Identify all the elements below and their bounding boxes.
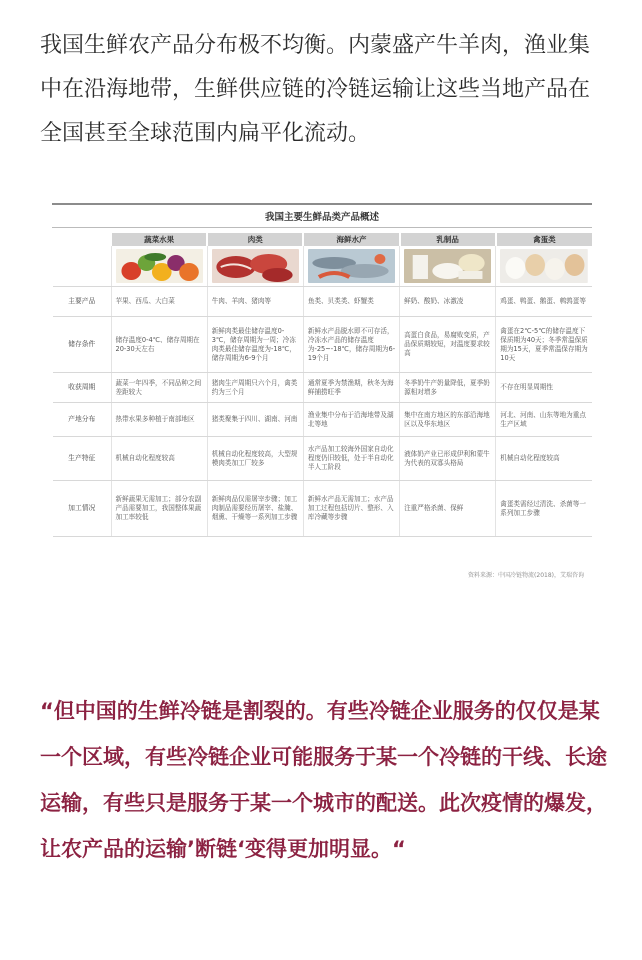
table-corner-cell bbox=[53, 233, 111, 246]
table-cell: 通常夏季为禁渔期，秋冬为海鲜捕捞旺季 bbox=[303, 373, 399, 403]
table-cell: 鸡蛋、鸭蛋、鹅蛋、鹌鹑蛋等 bbox=[496, 287, 592, 317]
table-source-note: 资料来源：中国冷链物流(2018)，艾瑞咨询 bbox=[468, 572, 584, 579]
table-cell: 热带水果多种植于南部地区 bbox=[111, 403, 207, 437]
table-cell: 高蛋白食品，易腐败变质，产品保质期较短，对温度要求较高 bbox=[400, 317, 496, 373]
table-cell: 机械自动化程度较高，大型规模肉类加工厂较多 bbox=[207, 437, 303, 481]
fresh-products-table bbox=[52, 233, 592, 537]
table-cell: 新鲜蔬果无需加工；部分农副产品需要加工，我国整体果蔬加工率较低 bbox=[111, 481, 207, 537]
row-label-harvest: 收获周期 bbox=[53, 373, 111, 403]
dairy-photo bbox=[404, 249, 491, 283]
row-label-origin: 产地分布 bbox=[53, 403, 111, 437]
table-cell: 蔬菜一年四季，不同品种之间差距较大 bbox=[111, 373, 207, 403]
row-label-storage: 储存条件 bbox=[53, 317, 111, 373]
table-photo-row bbox=[53, 246, 592, 287]
row-label-products: 主要产品 bbox=[53, 287, 111, 317]
table-row bbox=[53, 373, 592, 403]
table-cell: 新鲜水产品脱水即不可存活，冷冻水产品的储存温度为-25~-18℃，储存周期为6-19个月 bbox=[303, 317, 399, 373]
table-cell: 牛肉、羊肉、猪肉等 bbox=[207, 287, 303, 317]
table-row bbox=[53, 437, 592, 481]
eggs-photo bbox=[500, 249, 588, 283]
table-header-row bbox=[53, 233, 592, 246]
table-cell: 机械自动化程度较高 bbox=[111, 437, 207, 481]
header-vegetables-fruits: 蔬菜水果 bbox=[111, 233, 207, 246]
table-title: 我国主要生鲜品类产品概述 bbox=[52, 203, 592, 228]
table-cell: 注重严格杀菌、保鲜 bbox=[400, 481, 496, 537]
header-eggs: 禽蛋类 bbox=[496, 233, 592, 246]
header-meat: 肉类 bbox=[207, 233, 303, 246]
meat-photo bbox=[212, 249, 299, 283]
table-cell: 猪类聚集于四川、湖南、河南 bbox=[207, 403, 303, 437]
table-cell: 猪肉生产周期只六个月，禽类约为三个月 bbox=[207, 373, 303, 403]
table-cell: 禽蛋在2℃-5℃的储存温度下保质期为40天；冬季常温保质期为15天，夏季常温保存期为10天 bbox=[496, 317, 592, 373]
table-cell: 新鲜肉类最佳储存温度0-3℃，储存周期为一周；冷冻肉类最佳储存温度为-18℃，储存周期为6-9个月 bbox=[207, 317, 303, 373]
table-cell: 渔业集中分布于沿海地带及湖北等地 bbox=[303, 403, 399, 437]
table-cell: 鱼类、贝类类、虾蟹类 bbox=[303, 287, 399, 317]
table-row bbox=[53, 403, 592, 437]
row-label-production: 生产特征 bbox=[53, 437, 111, 481]
table-cell: 鲜奶、酸奶、冰激凌 bbox=[400, 287, 496, 317]
header-dairy: 乳制品 bbox=[400, 233, 496, 246]
table-cell: 禽蛋类需经过清洗、杀菌等一系列加工步骤 bbox=[496, 481, 592, 537]
seafood-photo bbox=[308, 249, 395, 283]
table-cell: 水产品加工较海外国家自动化程度仍旧较低，处于半自动化半人工阶段 bbox=[303, 437, 399, 481]
table-cell: 机械自动化程度较高 bbox=[496, 437, 592, 481]
table-cell: 新鲜肉品仅需屠宰步骤；加工肉制品需要经历屠宰、盐腌、烟熏、干燥等一系列加工步骤 bbox=[207, 481, 303, 537]
row-label-processing: 加工情况 bbox=[53, 481, 111, 537]
table-cell: 河北、河南、山东等地为重点生产区域 bbox=[496, 403, 592, 437]
table-cell: 新鲜水产品无需加工；水产品加工过程包括切片、整形、入库冷藏等步骤 bbox=[303, 481, 399, 537]
table-cell: 集中在南方地区的东部沿海地区以及华东地区 bbox=[400, 403, 496, 437]
intro-paragraph: 我国生鲜农产品分布极不均衡。内蒙盛产牛羊肉，渔业集中在沿海地带，生鲜供应链的冷链运输让这些当地产品在全国甚至全球范围内扁平化流动。 bbox=[40, 33, 591, 146]
vegetables-fruits-photo bbox=[116, 249, 203, 283]
table-row bbox=[53, 481, 592, 537]
fresh-products-table-figure bbox=[52, 203, 592, 585]
quote-paragraph: “但中国的生鲜冷链是割裂的。有些冷链企业服务的仅仅是某一个区域，有些冷链企业可能服务于某一个冷链的干线、长途运输，有些只是服务于某一个城市的配送。此次疫情的爆发，让农产品的运输’断链‘变得更加明显。“ bbox=[40, 699, 607, 861]
table-row bbox=[53, 317, 592, 373]
table-row bbox=[53, 287, 592, 317]
table-cell: 储存温度0-4℃、储存周期在20-30天左右 bbox=[111, 317, 207, 373]
table-cell: 液体奶产业已形成伊利和蒙牛为代表的双寡头格局 bbox=[400, 437, 496, 481]
table-cell: 冬季奶牛产奶量降低，夏季奶源相对增多 bbox=[400, 373, 496, 403]
header-seafood: 海鲜水产 bbox=[303, 233, 399, 246]
table-cell: 不存在明显周期性 bbox=[496, 373, 592, 403]
photo-row-label bbox=[53, 246, 111, 287]
table-cell: 苹果、西瓜、大白菜 bbox=[111, 287, 207, 317]
